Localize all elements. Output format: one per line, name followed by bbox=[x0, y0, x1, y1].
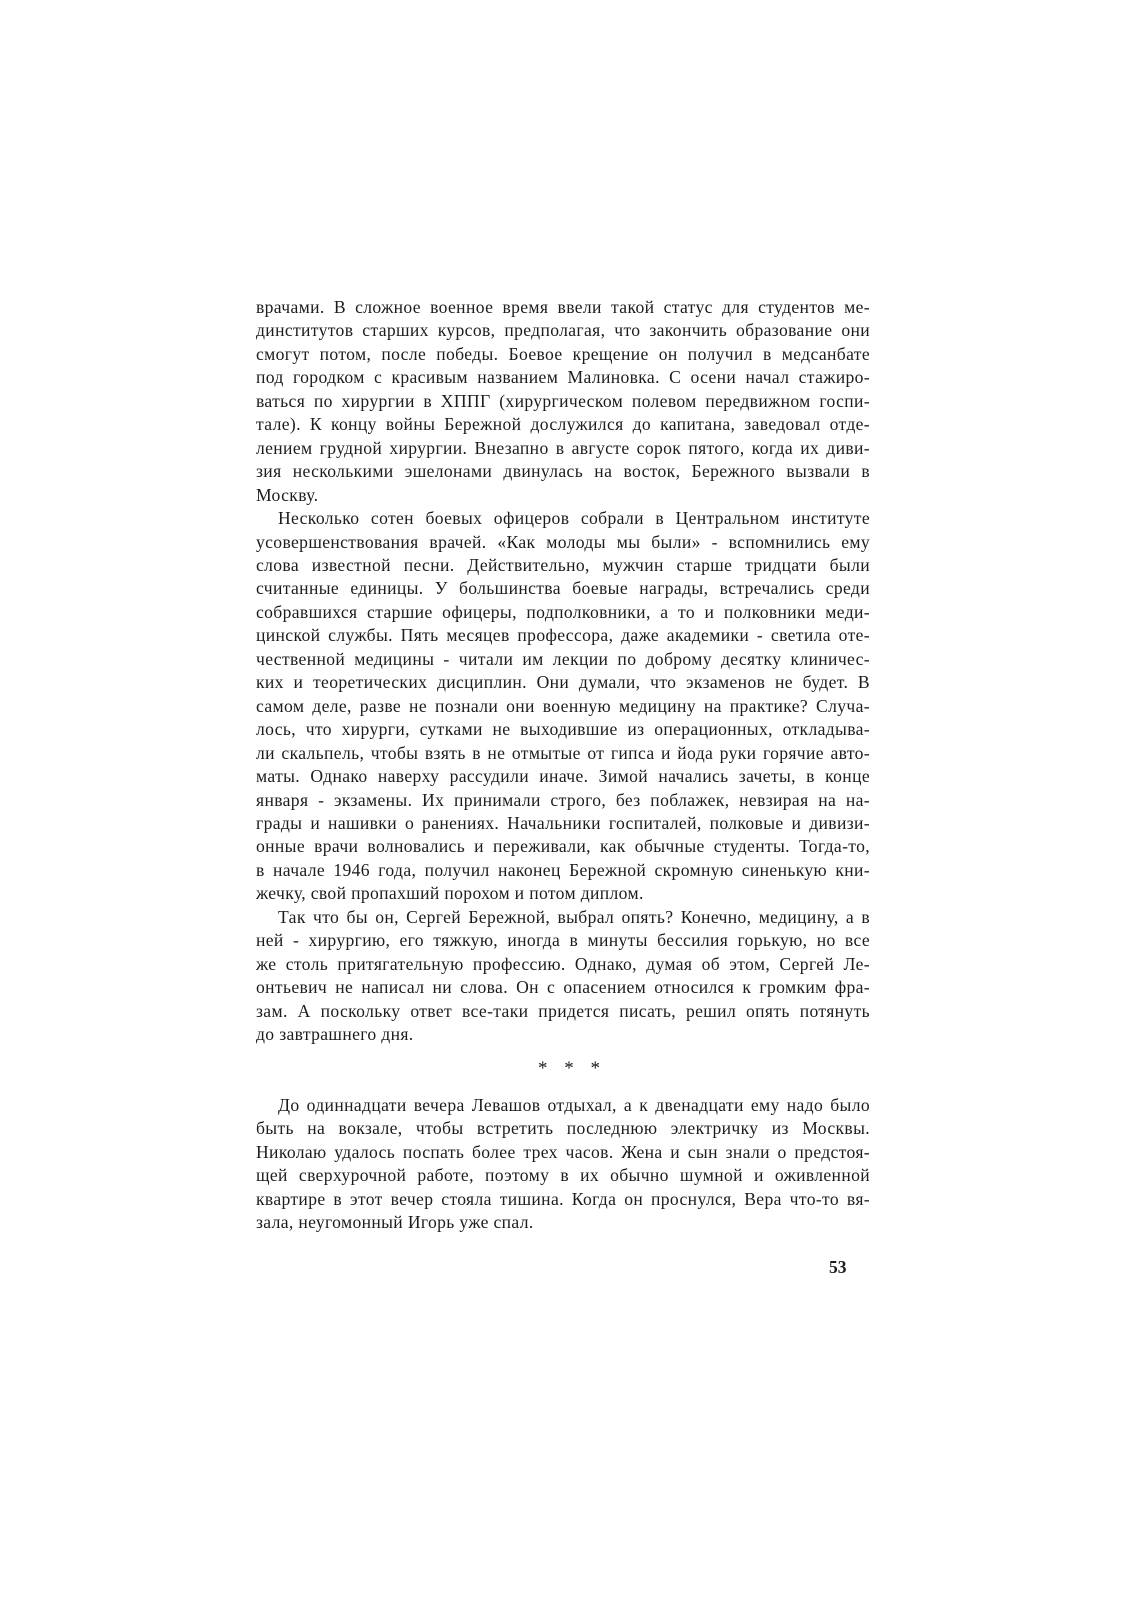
text-line: цинской службы. Пять месяцев профессора, даже академики - светила оте- bbox=[256, 625, 870, 646]
page-body bbox=[256, 296, 870, 1235]
text-line: До одиннадцати вечера Левашов отдыхал, а к двенадцати ему надо было bbox=[278, 1094, 870, 1115]
section-separator: * * * bbox=[538, 1057, 606, 1079]
text-line: онтьевич не написал ни слова. Он с опасением относился к громким фра- bbox=[256, 977, 870, 998]
text-line: января - экзамены. Их принимали строго, без поблажек, невзирая на на- bbox=[256, 789, 870, 810]
text-line: Николаю удалось поспать более трех часов. Жена и сын знали о предстоя- bbox=[256, 1141, 870, 1162]
text-line: лось, что хирурги, сутками не выходившие из операционных, откладыва- bbox=[256, 719, 870, 740]
text-line: зам. А поскольку ответ все-таки придется писать, решил опять потянуть bbox=[256, 1000, 870, 1021]
text-line: онные врачи волновались и переживали, как обычные студенты. Тогда-то, bbox=[256, 836, 870, 857]
text-line: зия несколькими эшелонами двинулась на восток, Бережного вызвали в bbox=[256, 461, 870, 482]
text-line: Несколько сотен боевых офицеров собрали в Центральном институте bbox=[278, 508, 870, 529]
text-line: ваться по хирургии в ХППГ (хирургическом полевом передвижном госпи- bbox=[256, 390, 870, 411]
text-line: усовершенствования врачей. «Как молоды мы были» - вспомнились ему bbox=[256, 531, 870, 552]
text-line: зала, неугомонный Игорь уже спал. bbox=[256, 1212, 534, 1233]
text-line: ких и теоретических дисциплин. Они думали, что экзаменов не будет. В bbox=[256, 672, 870, 693]
text-line: до завтрашнего дня. bbox=[256, 1024, 414, 1045]
paragraph bbox=[256, 296, 870, 507]
text-line: Москву. bbox=[256, 484, 319, 505]
paragraph bbox=[256, 1094, 870, 1235]
paragraph bbox=[256, 906, 870, 1047]
text-line: быть на вокзале, чтобы встретить последнюю электричку из Москвы. bbox=[256, 1118, 870, 1139]
text-line: же столь притягательную профессию. Однако, думая об этом, Сергей Ле- bbox=[256, 953, 870, 974]
text-line: щей сверхурочной работе, поэтому в их обычно шумной и оживленной bbox=[256, 1165, 870, 1186]
page-number: 53 bbox=[829, 1257, 847, 1277]
text-line: чественной медицины - читали им лекции по доброму десятку клиничес- bbox=[256, 648, 870, 669]
text-line: лением грудной хирургии. Внезапно в августе сорок пятого, когда их диви- bbox=[256, 437, 870, 458]
text-line: врачами. В сложное военное время ввели такой статус для студентов ме- bbox=[256, 297, 870, 317]
text-line: в начале 1946 года, получил наконец Бережной скромную синенькую кни- bbox=[256, 859, 870, 880]
text-line: слова известной песни. Действительно, мужчин старше тридцати были bbox=[256, 554, 870, 575]
text-line: жечку, свой пропахший порохом и потом диплом. bbox=[256, 883, 644, 904]
text-line: маты. Однако наверху рассудили иначе. Зимой начались зачеты, в конце bbox=[256, 766, 870, 787]
text-line: тале). К концу войны Бережной дослужился до капитана, заведовал отде- bbox=[256, 414, 870, 435]
text-line: динститутов старших курсов, предполагая, что закончить образование они bbox=[256, 320, 870, 341]
text-line: Так что бы он, Сергей Бережной, выбрал опять? Конечно, медицину, а в bbox=[278, 906, 870, 927]
text-line: грады и нашивки о ранениях. Начальники госпиталей, полковые и дивизи- bbox=[256, 812, 870, 833]
paragraph bbox=[256, 507, 870, 906]
text-line: квартире в этот вечер стояла тишина. Когда он проснулся, Вера что-то вя- bbox=[256, 1188, 870, 1209]
text-line: под городком с красивым названием Малиновка. С осени начал стажиро- bbox=[256, 367, 870, 388]
text-line: собравшихся старшие офицеры, подполковники, а то и полковники меди- bbox=[256, 601, 870, 622]
text-line: смогут потом, после победы. Боевое крещение он получил в медсанбате bbox=[256, 343, 870, 364]
text-line: ли скальпель, чтобы взять в не отмытые от гипса и йода руки горячие авто- bbox=[256, 742, 870, 763]
text-line: самом деле, разве не познали они военную медицину на практике? Случа- bbox=[256, 695, 870, 716]
text-line: считанные единицы. У большинства боевые награды, встречались среди bbox=[256, 578, 870, 599]
text-line: ней - хирургию, его тяжкую, иногда в минуты бессилия горькую, но все bbox=[256, 930, 870, 951]
